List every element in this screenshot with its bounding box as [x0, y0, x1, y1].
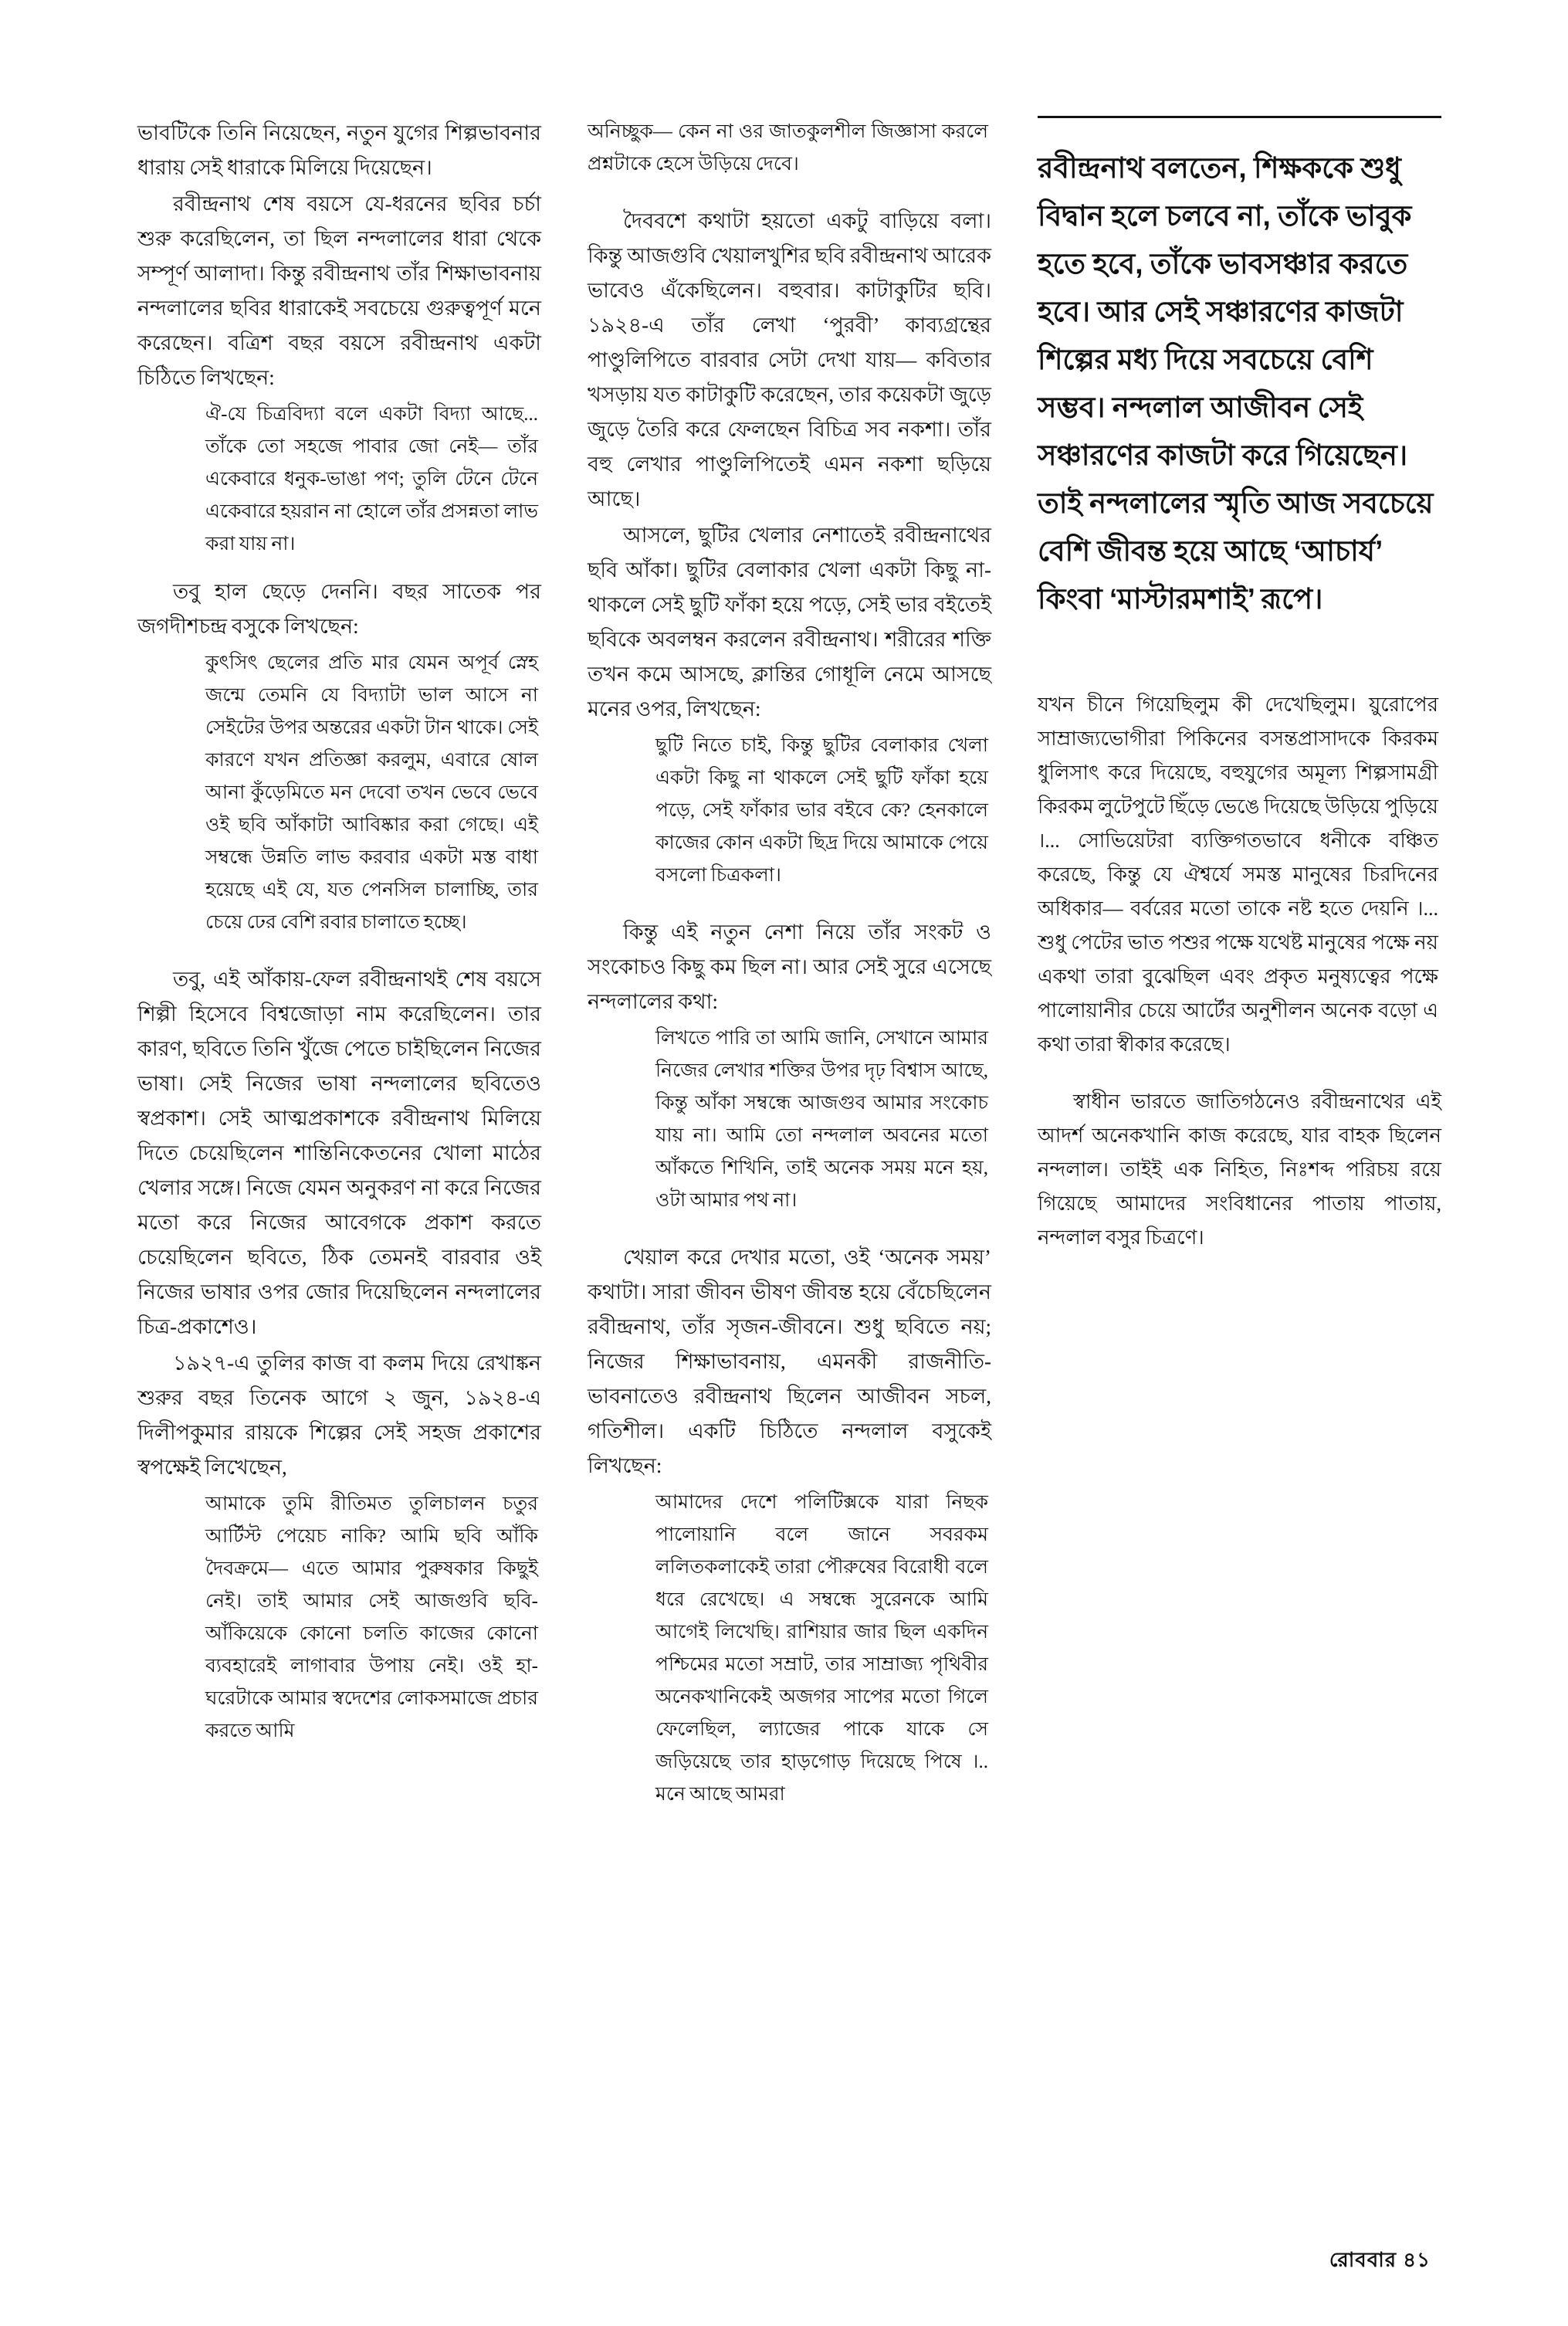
paragraph: ভাবটিকে তিনি নিয়েছেন, নতুন যুগের শিল্পভাবনার ধারায় সেই ধারাকে মিলিয়ে দিয়েছেন। [137, 121, 541, 179]
block-quote [588, 730, 991, 892]
spacer [137, 942, 541, 962]
paragraph: কিন্তু এই নতুন নেশা নিয়ে তাঁর সংকট ও সংকোচও কিছু কম ছিল না। আর সেই সুরে এসেছে নন্দলালের কথা: [588, 921, 991, 1013]
pull-quote: রবীন্দ্রনাথ বলতেন, শিক্ষককে শুধু বিদ্বান হলে চলবে না, তাঁকে ভাবুক হতে হবে, তাঁকে ভাবসঞ্চার করতে হবে। আর সেই সঞ্চারণের কাজটা শিল্পের মধ্য দিয়ে সবচেয়ে বেশি সম্ভব। নন্দলাল আজীবন সেই সঞ্চারণের কাজটা করে গিয়েছেন। তাই নন্দলালের স্মৃতি আজ সবচেয়ে বেশি জীবন্ত হয়ে আছে ‘আচার্য’ কিংবা ‘মাস্টারমশাই’ রূপে। [1038, 152, 1434, 615]
paragraph: রবীন্দ্রনাথ শেষ বয়সে যে-ধরনের ছবির চর্চা শুরু করেছিলেন, তা ছিল নন্দলালের ধারা থেকে সম্পূর্ণ আলাদা। কিন্তু রবীন্দ্রনাথ তাঁর শিক্ষাভাবনায় নন্দলালের ছবির ধারাকেই সবচেয়ে গুরুত্বপূর্ণ মনে করেছেন। বত্রিশ বছর বয়সে রবীন্দ্রনাথ একটা চিঠিতে লিখছেন: [137, 192, 541, 389]
quote-text: যখন চীনে গিয়েছিলুম কী দেখেছিলুম। য়ুরোপের সাম্রাজ্যভোগীরা পিকিনের বসন্তপ্রাসাদকে কিরকম ধুলিসাৎ করে দিয়েছে, বহুযুগের অমূল্য শিল্পসামগ্রী কিরকম লুটেপুটে ছিঁড়ে ভেঙে দিয়েছে উড়িয়ে পুড়িয়ে ।... সোভিয়েটরা ব্যক্তিগতভাবে ধনীকে বঞ্চিত করেছে, কিন্তু যে ঐশ্বর্যে সমস্ত মানুষের চিরদিনের অধিকার— বর্বরের মতো তাকে নষ্ট হতে দেয়নি ।... শুধু পেটের ভাত পশুর পক্ষে যথেষ্ট মানুষের পক্ষে নয় একথা তারা বুঝেছিল এবং প্রকৃত মনুষ্যত্বের পক্ষে পালোয়ানীর চেয়ে আর্টের অনুশীলন অনেক বড়ো এ কথা তারা স্বীকার করেছে। [1038, 693, 1438, 1056]
paragraph: খেয়াল করে দেখার মতো, ওই ‘অনেক সময়’ কথাটা। সারা জীবন ভীষণ জীবন্ত হয়ে বেঁচেছিলেন রবীন্দ্রনাথ, তাঁর সৃজন-জীবনে। শুধু ছবিতে নয়; নিজের শিক্ষাভাবনায়, এমনকী রাজনীতি-ভাবনাতেও রবীন্দ্রনাথ ছিলেন আজীবন সচল, গতিশীল। একটি চিঠিতে নন্দলাল বসুকেই লিখছেন: [588, 1246, 991, 1477]
quote-text: ছুটি নিতে চাই, কিন্তু ছুটির বেলাকার খেলা একটা কিছু না থাকলে সেই ছুটি ফাঁকা হয়ে পড়ে, সেই ফাঁকার ভার বইবে কে? হেনকালে কাজের কোন একটা ছিদ্র দিয়ে আমাকে পেয়ে বসলো চিত্রকলা। [655, 735, 988, 886]
quote-text: লিখতে পারি তা আমি জানি, সেখানে আমার নিজের লেখার শক্তির উপর দৃঢ় বিশ্বাস আছে, কিন্তু আঁকা সম্বন্ধে আজগুব আমার সংকোচ যায় না। আমি তো নন্দলাল অবনের মতো আঁকতে শিখিনি, তাই অনেক সময় মনে হয়, ওটা আমার পথ না। [655, 1028, 988, 1211]
paragraph: তবু হাল ছেড়ে দেননি। বছর সাতেক পর জগদীশচন্দ্র বসুকে লিখছেন: [137, 580, 541, 638]
block-quote [137, 1488, 541, 1748]
quote-text: অনিচ্ছুক— কেন না ওর জাতকুলশীল জিজ্ঞাসা করলে প্রশ্নটাকে হেসে উড়িয়ে দেবে। [588, 121, 988, 175]
divider-rule [1038, 116, 1441, 118]
block-quote [588, 1022, 991, 1217]
paragraph: আসলে, ছুটির খেলার নেশাতেই রবীন্দ্রনাথের ছবি আঁকা। ছুটির বেলাকার খেলা একটা কিছু না-থাকলে সেই ছুটি ফাঁকা হয়ে পড়ে, সেই ভার বইতেই ছবিকে অবলম্বন করলেন রবীন্দ্রনাথ। শরীরের শক্তি তখন কমে আসছে, ক্লান্তির গোধূলি নেমে আসছে মনের ওপর, লিখছেন: [588, 524, 991, 721]
paragraph: দৈববশে কথাটা হয়তো একটু বাড়িয়ে বলা। কিন্তু আজগুবি খেয়ালখুশির ছবি রবীন্দ্রনাথ আরেক ভাবেও এঁকেছিলেন। বহুবার। কাটাকুটির ছবি। ১৯২৪-এ তাঁর লেখা ‘পুরবী’ কাব্যগ্রন্থের পাণ্ডুলিপিতে বারবার সেটা দেখা যায়— কবিতার খসড়ায় যত কাটাকুটি করেছেন, তার কয়েকটা জুড়ে জুড়ে তৈরি করে ফেলছেন বিচিত্র সব নকশা। তাঁর বহু লেখার পাণ্ডুলিপিতেই এমন নকশা ছড়িয়ে আছে। [588, 209, 991, 510]
block-quote-continued [588, 116, 991, 181]
column-one [137, 116, 541, 1751]
paragraph: স্বাধীন ভারতে জাতিগঠনেও রবীন্দ্রনাথের এই আদর্শ অনেকখানি কাজ করেছে, যার বাহক ছিলেন নন্দলাল। তাইই এক নিহিত, নিঃশব্দ পরিচয় রয়ে গিয়েছে আমাদের সংবিধানের পাতায় পাতায়, নন্দলাল বসুর চিত্রণে। [1038, 1090, 1441, 1249]
quote-text: আমাদের দেশে পলিটিক্সকে যারা নিছক পালোয়ানি বলে জানে সবরকম ললিতকলাকেই তারা পৌরুষের বিরোধী বলে ধরে রেখেছে। এ সম্বন্ধে সুরেনকে আমি আগেই লিখেছি। রাশিয়ার জার ছিল একদিন পশ্চিমের মতো সম্রাট, তার সাম্রাজ্য পৃথিবীর অনেকখানিকেই অজগর সাপের মতো গিলে ফেলেছিল, ল্যাজের পাকে যাকে সে জড়িয়েছে তার হাড়গোড় দিয়েছে পিষে ।.. মনে আছে আমরা [655, 1492, 988, 1805]
spacer [1038, 623, 1441, 654]
block-quote [137, 647, 541, 939]
quote-text: আমাকে তুমি রীতিমত তুলিচালন চতুর আর্টিস্ট পেয়েচ নাকি? আমি ছবি আঁকি দৈবক্রমে— এতে আমার পুরুষকার কিছুই নেই। তাই আমার সেই আজগুবি ছবি-আঁকিয়েকে কোনো চলতি কাজের কোনো ব্যবহারেই লাগাবার উপায় নেই। ওই হা-ঘরেটাকে আমার স্বদেশের লোকসমাজে প্রচার করতে আমি [205, 1494, 538, 1741]
spacer [588, 184, 991, 204]
column-three [1038, 116, 1441, 1256]
quote-text: ঐ-যে চিত্রবিদ্যা বলে একটা বিদ্যা আছে... তাঁকে তো সহজে পাবার জো নেই— তাঁর একেবারে ধনুক-ভাঙা পণ; তুলি টেনে টেনে একেবারে হয়রান না হোলে তাঁর প্রসন্নতা লাভ করা যায় না। [205, 404, 538, 554]
three-column-layout [137, 116, 1442, 2216]
paragraph: ১৯২৭-এ তুলির কাজ বা কলম দিয়ে রেখাঙ্কন শুরুর বছর তিনেক আগে ২ জুন, ১৯২৪-এ দিলীপকুমার রায়কে শিল্পের সেই সহজ প্রকাশের স্বপক্ষেই লিখেছেন, [137, 1351, 541, 1479]
spacer [137, 564, 541, 575]
spacer [588, 895, 991, 915]
block-quote [137, 398, 541, 561]
spacer [1038, 1065, 1441, 1085]
column-three-body [1038, 688, 1441, 1255]
block-quote-continued [1038, 688, 1441, 1062]
quote-text: কুৎসিৎ ছেলের প্রতি মার যেমন অপূর্ব স্নেহ জন্মে তেমনি যে বিদ্যাটা ভাল আসে না সেইটের উপর অন্তরের একটা টান থাকে। সেই কারণে যখন প্রতিজ্ঞা করলুম, এবারে ষোল আনা কুঁড়েমিতে মন দেবো তখন ভেবে ভেবে ওই ছবি আঁকাটা আবিষ্কার করা গেছে। এই সম্বন্ধে উন্নতি লাভ করবার একটা মস্ত বাধা হয়েছে এই যে, যত পেনসিল চালাচ্ছি, তার চেয়ে ঢের বেশি রবার চালাতে হচ্ছে। [205, 653, 538, 933]
spacer [588, 1220, 991, 1240]
page-folio: রোববার ৪১ [1329, 2248, 1431, 2271]
paragraph: তবু, এই আঁকায়-ফেল রবীন্দ্রনাথই শেষ বয়সে শিল্পী হিসেবে বিশ্বজোড়া নাম করেছিলেন। তার কারণ, ছবিতে তিনি খুঁজে পেতে চাইছিলেন নিজের ভাষা। সেই নিজের ভাষা নন্দলালের ছবিতেও স্বপ্রকাশ। সেই আত্মপ্রকাশকে রবীন্দ্রনাথ মিলিয়ে দিতে চেয়েছিলেন শান্তিনিকেতনের খোলা মাঠের খেলার সঙ্গে। নিজে যেমন অনুকরণ না করে নিজের মতো করে নিজের আবেগকে প্রকাশ করতে চেয়েছিলেন ছবিতে, ঠিক তেমনই বারবার ওই নিজের ভাষার ওপর জোর দিয়েছিলেন নন্দলালের চিত্র-প্রকাশেও। [137, 968, 541, 1338]
column-two [588, 116, 991, 1814]
spacer [1038, 654, 1441, 685]
block-quote [588, 1487, 991, 1811]
